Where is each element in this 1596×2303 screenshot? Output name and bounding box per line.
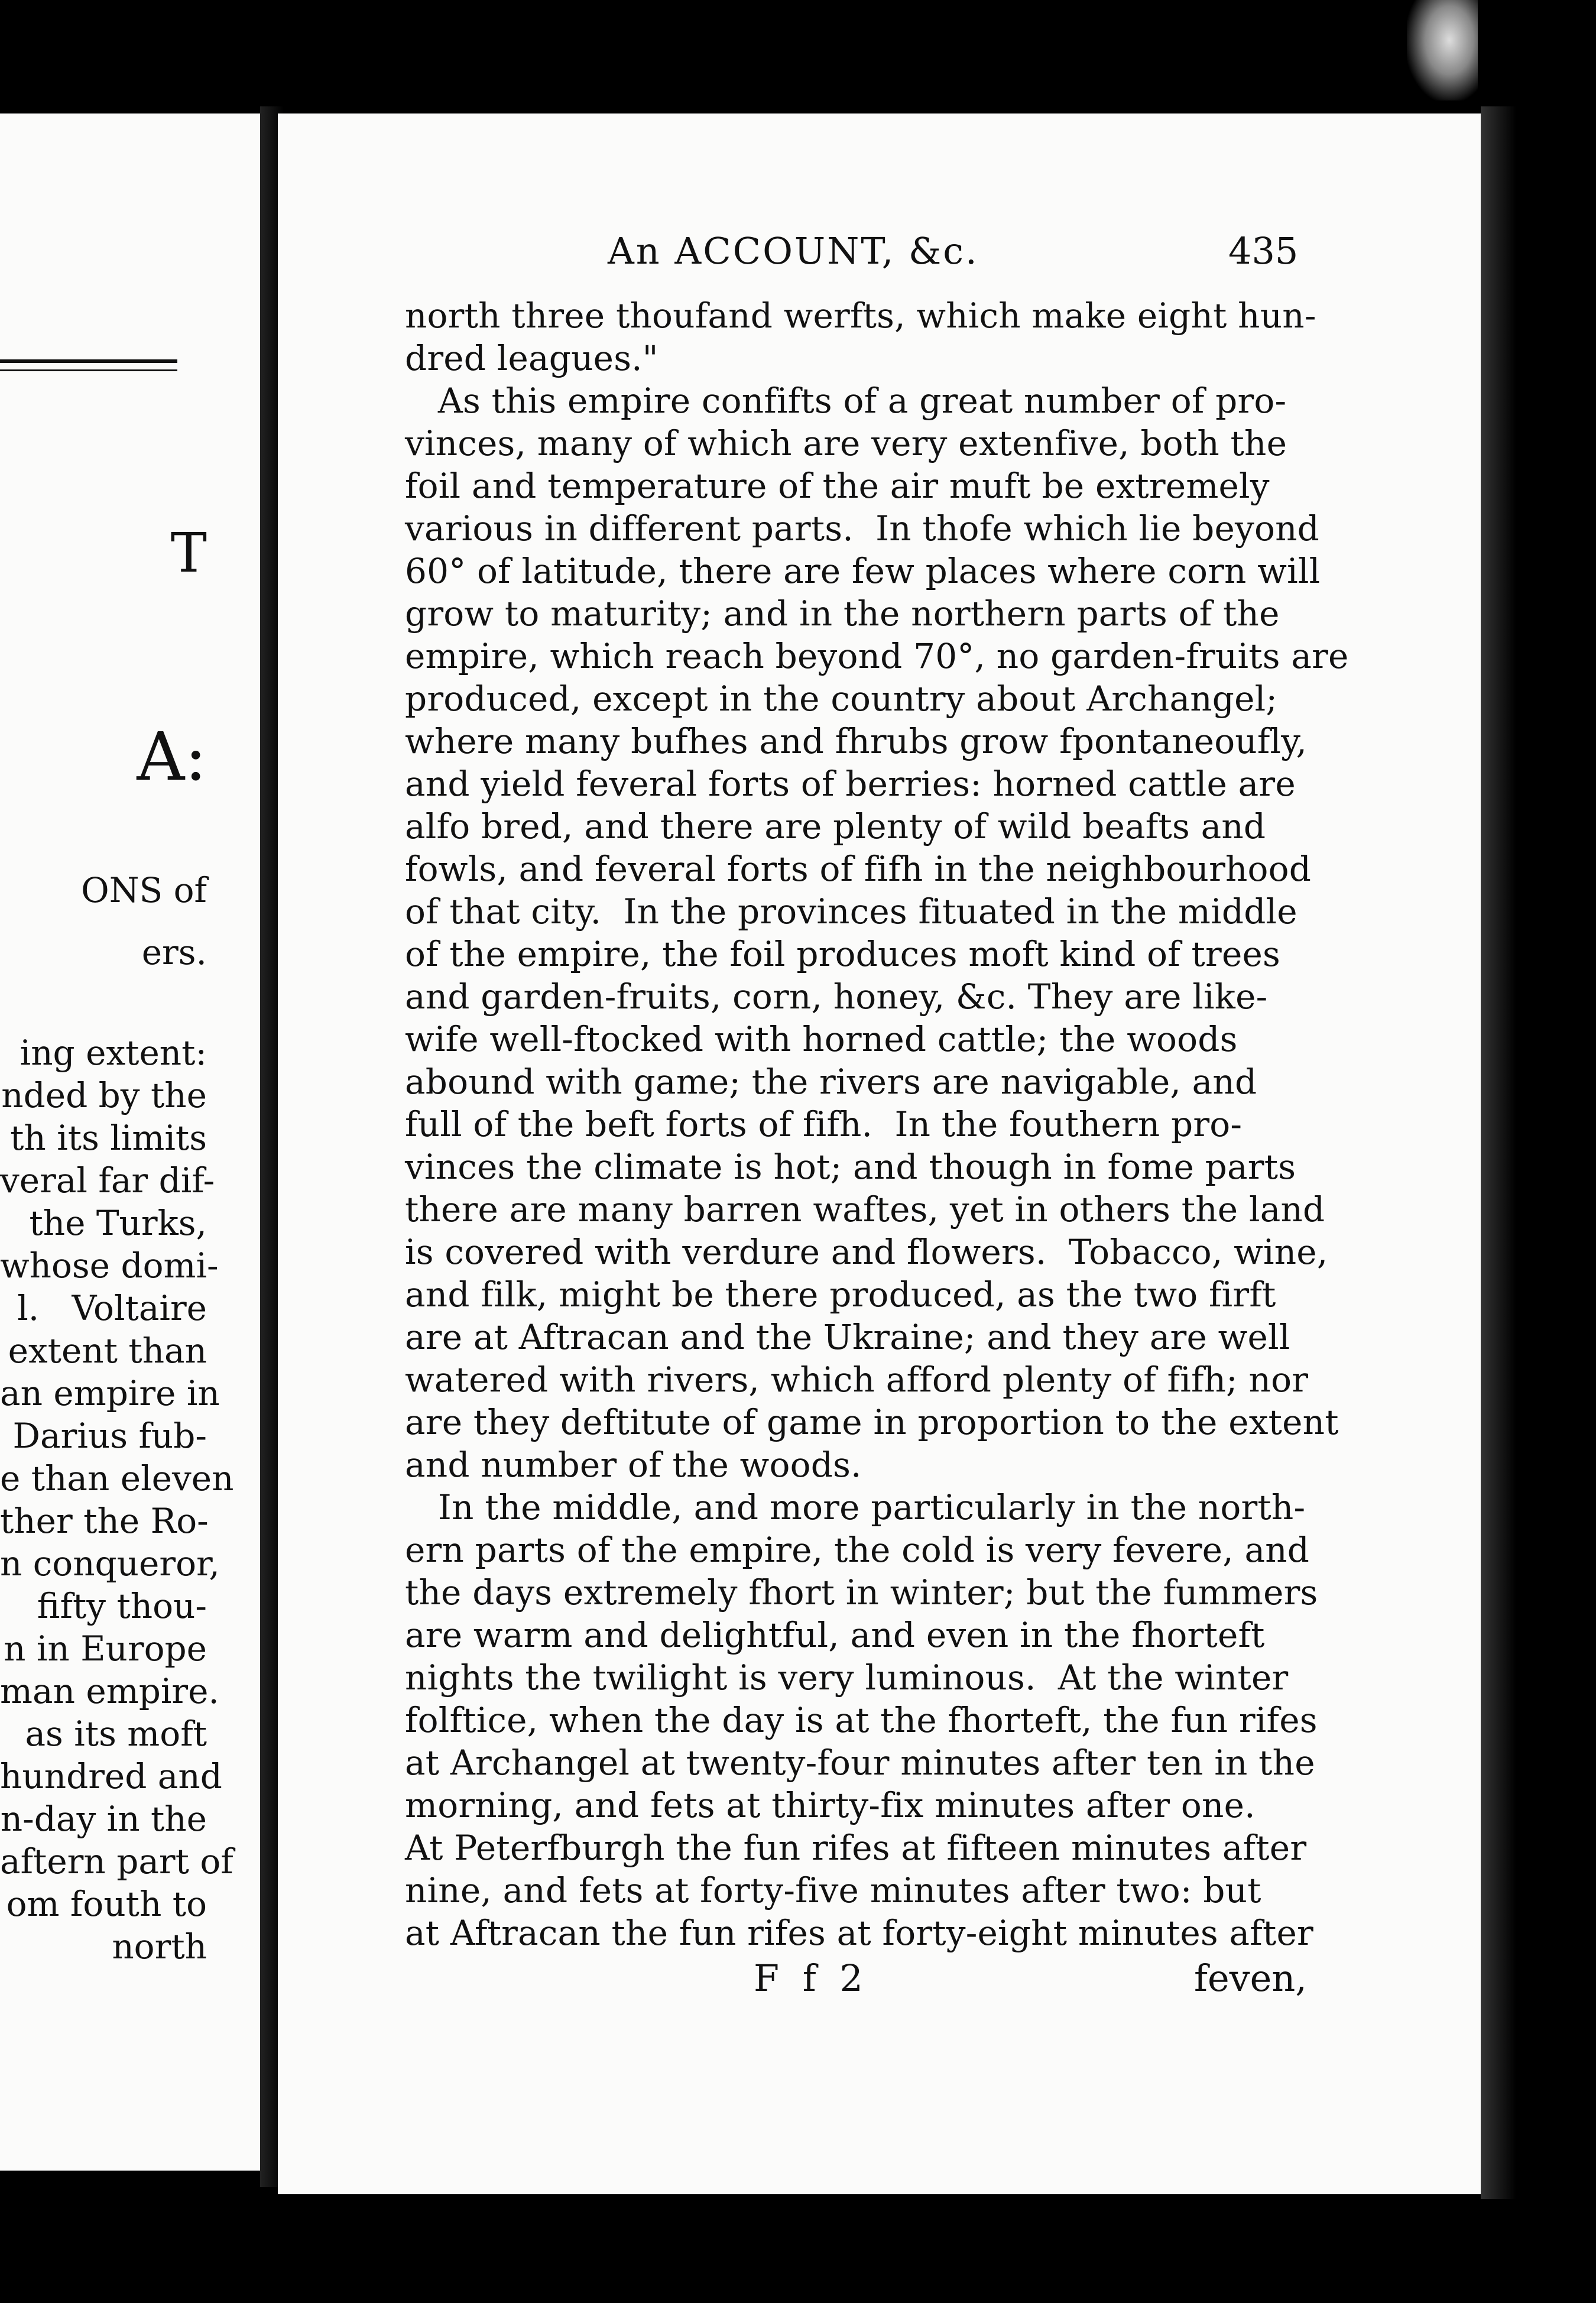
body-line: folftice, when the day is at the fhorteft, the fun rifes [405,1700,1318,1740]
left-page-line: T [170,521,207,585]
body-line: In the middle, and more particularly in the north- [405,1487,1306,1527]
body-line: watered with rivers, which afford plenty of fifh; nor [405,1360,1309,1400]
left-page-line: fifty thou- [37,1586,207,1626]
left-page-line: A: [137,719,207,796]
body-line: at Aftracan the fun rifes at forty-eight minutes after [405,1913,1313,1953]
body-line: there are many barren waftes, yet in others the land [405,1189,1325,1230]
left-page-line: an empire in [0,1373,220,1413]
body-line: nine, and fets at forty-five minutes after two: but [405,1870,1261,1910]
left-page-line: ther the Ro- [0,1501,209,1541]
body-line: ern parts of the empire, the cold is very fevere, and [405,1530,1310,1570]
body-line: north three thoufand werfts, which make eight hun- [405,296,1316,336]
left-page-line: whose domi- [0,1245,219,1286]
body-line: empire, which reach beyond 70°, no garden-fruits are [405,636,1349,676]
body-line: 60° of latitude, there are few places where corn will [405,551,1321,591]
left-page-line: hundred and [0,1756,222,1796]
running-title: An ACCOUNT, &c. [608,229,979,273]
left-page-line: extent than [8,1331,207,1371]
left-page-line: ers. [141,932,207,972]
body-line: is covered with verdure and flowers. Tobacco, wine, [405,1232,1328,1272]
left-page-line: e than eleven [0,1458,234,1498]
left-page-line: th its limits [10,1118,207,1158]
body-line: produced, except in the country about Archangel; [405,679,1278,719]
left-page-line: n-day in the [0,1799,207,1839]
body-line: morning, and fets at thirty-fix minutes after one. [405,1785,1256,1825]
left-page-rule [0,359,177,363]
body-line: At Peterfburgh the fun rifes at fifteen minutes after [405,1828,1307,1868]
body-line: are warm and delightful, and even in the fhorteft [405,1615,1265,1655]
body-line: and yield feveral forts of berries: horned cattle are [405,764,1296,804]
body-line: are they deftitute of game in proportion to the extent [405,1402,1339,1442]
left-page-line: ing extent: [20,1033,207,1073]
body-line: of the empire, the foil produces moft kind of trees [405,934,1280,974]
body-line: the days extremely fhort in winter; but the fummers [405,1572,1318,1613]
left-page-line: n conqueror, [0,1543,220,1584]
catchword: feven, [1194,1957,1307,2000]
body-line: foil and temperature of the air muft be extremely [405,466,1270,506]
left-page-line: l. Voltaire [17,1288,207,1328]
body-line: grow to maturity; and in the northern parts of the [405,593,1280,634]
body-line: nights the twilight is very luminous. At the winter [405,1657,1289,1698]
left-page-line: Darius fub- [12,1416,207,1456]
body-line: fowls, and feveral forts of fifh in the neighbourhood [405,849,1312,889]
left-page-line: north [112,1926,207,1967]
body-line: vinces, many of which are very extenfive, both the [405,423,1287,463]
torn-corner-mark [1407,0,1478,100]
body-line: are at Aftracan and the Ukraine; and they are well [405,1317,1290,1357]
body-line: alfo bred, and there are plenty of wild beafts and [405,806,1266,846]
body-line: dred leagues." [405,338,658,378]
body-line: and filk, might be there produced, as the two firft [405,1274,1276,1315]
body-line: vinces the climate is hot; and though in fome parts [405,1147,1296,1187]
left-page-line: ONS of [81,870,207,910]
left-page-line: veral far dif- [0,1160,215,1201]
page-edge-shadow [1481,106,1516,2199]
body-line: wife well-ftocked with horned cattle; the woods [405,1019,1238,1059]
left-page-rule-thin [0,369,177,371]
left-page-line: n in Europe [4,1629,207,1669]
body-line: and number of the woods. [405,1445,862,1485]
body-line: of that city. In the provinces fituated in the middle [405,891,1297,932]
left-page-line: man empire. [0,1671,219,1711]
body-line: abound with game; the rivers are navigable, and [405,1062,1257,1102]
left-page-line: om fouth to [6,1884,207,1924]
body-line: full of the beft forts of fifh. In the fouthern pro- [405,1104,1243,1144]
body-line: various in different parts. In thofe which lie beyond [405,508,1319,549]
body-line: and garden-fruits, corn, honey, &c. They are like- [405,977,1268,1017]
left-page-line: nded by the [1,1075,207,1115]
left-page-line: the Turks, [29,1203,207,1243]
left-page-line: as its moft [25,1714,207,1754]
signature-mark: F f 2 [754,1957,869,2000]
body-line: As this empire confifts of a great number of pro- [405,381,1287,421]
page-number: 435 [1228,229,1299,273]
body-line: at Archangel at twenty-four minutes after ten in the [405,1743,1315,1783]
body-line: where many bufhes and fhrubs grow fpontaneoufly, [405,721,1308,761]
left-page-line: aftern part of [0,1841,233,1882]
